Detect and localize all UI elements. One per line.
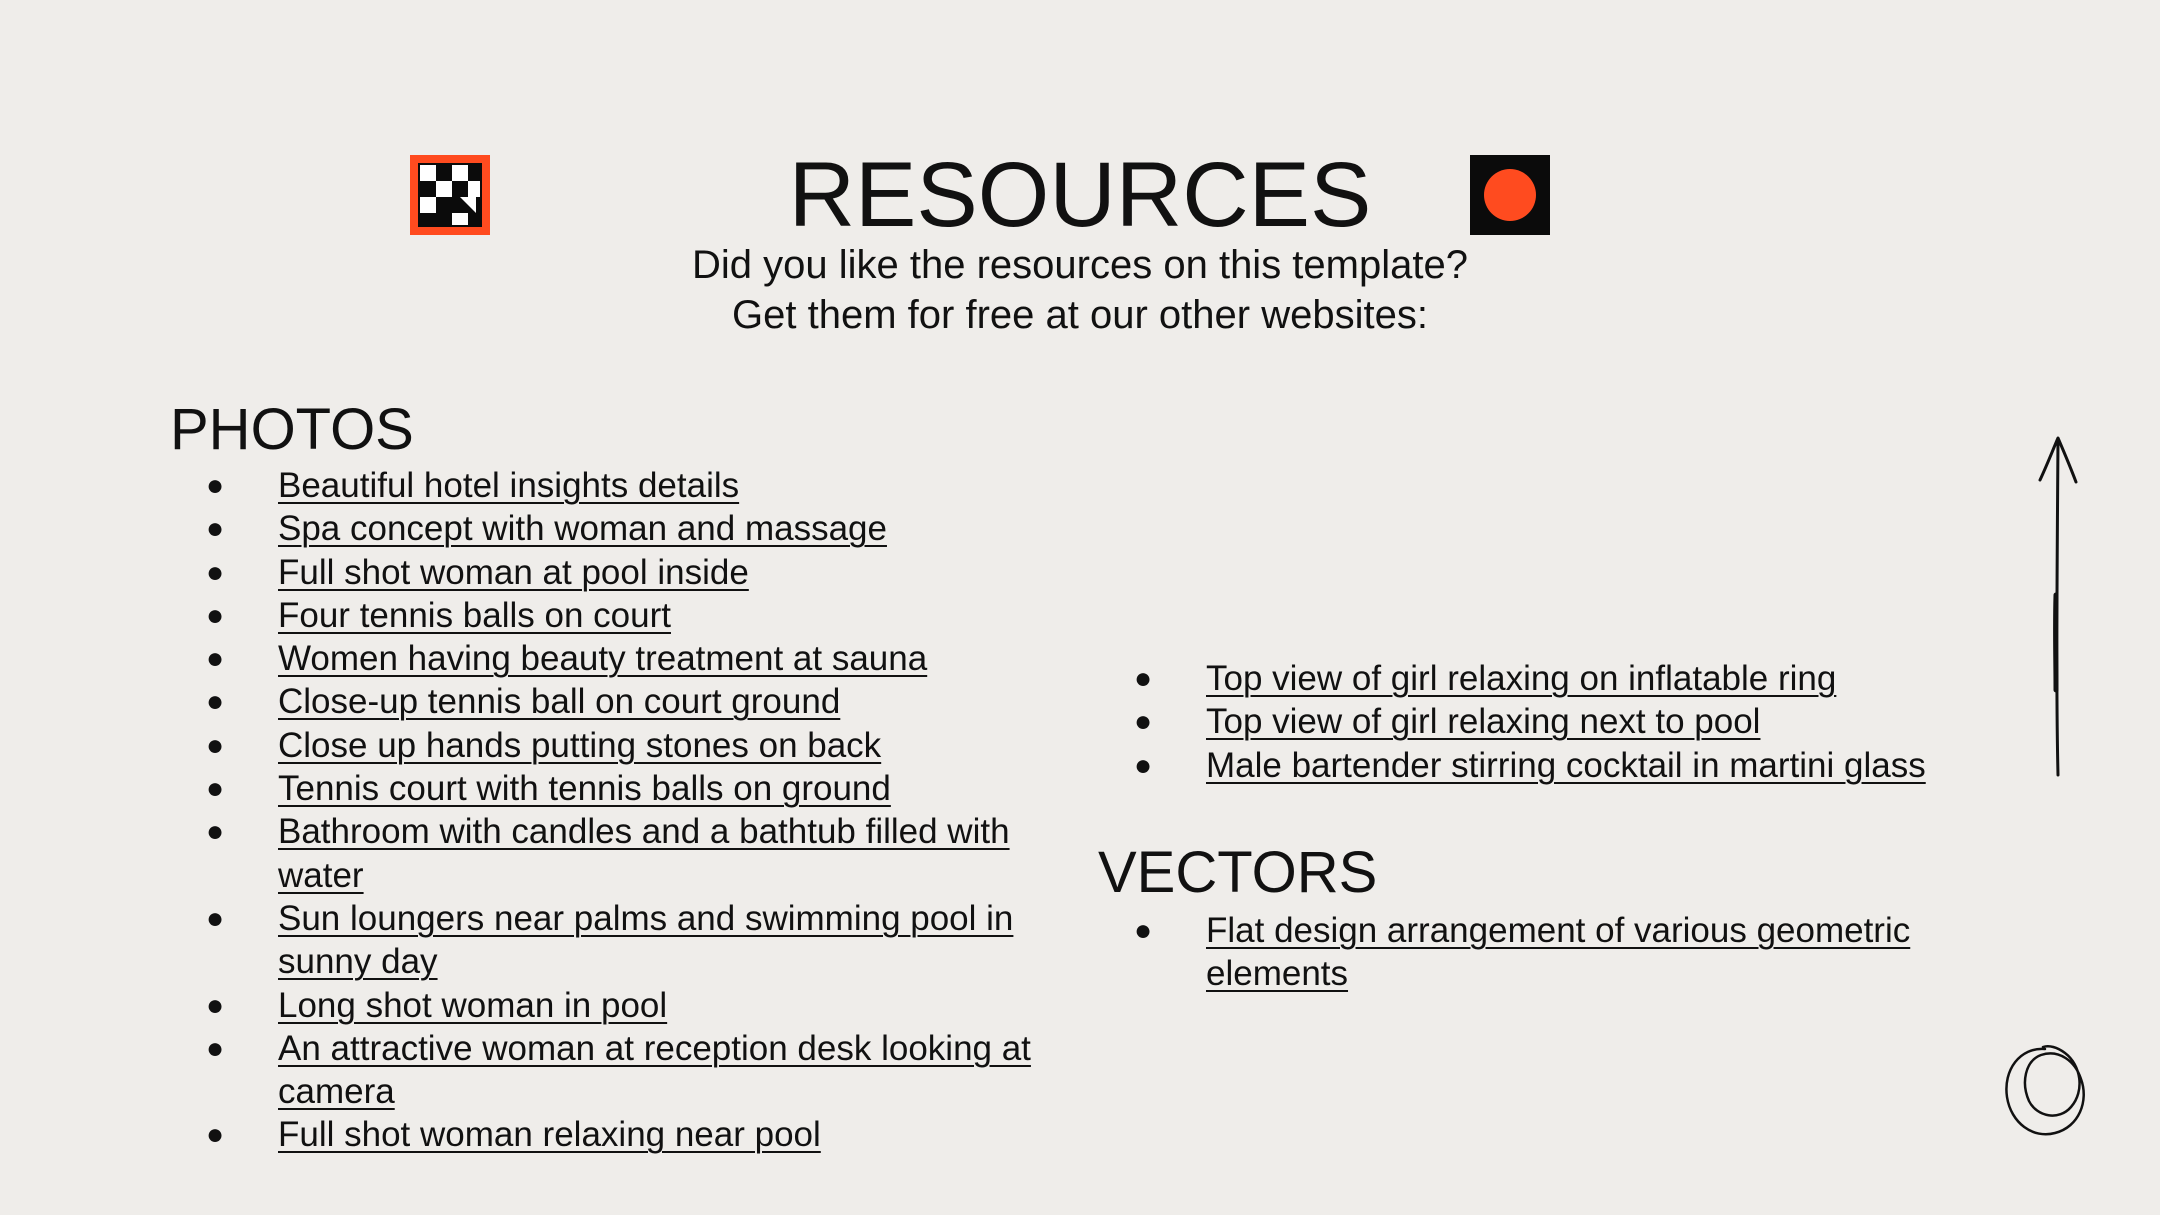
- hand-drawn-circle-scribble-icon: [1995, 1035, 2095, 1145]
- bullet: ●: [206, 901, 225, 935]
- page-subtitle: Did you like the resources on this template? Get them for free at our other websites:: [692, 243, 1468, 337]
- list-item: [170, 594, 1090, 637]
- bullet: ●: [206, 685, 225, 719]
- resource-link[interactable]: Close up hands putting stones on back: [278, 725, 882, 765]
- resource-link[interactable]: Male bartender stirring cocktail in martini glass: [1206, 745, 1926, 785]
- bullet: ●: [206, 772, 225, 806]
- list-item: [170, 507, 1090, 550]
- list-item: [170, 724, 1090, 767]
- resource-link[interactable]: An attractive woman at reception desk looking at camera: [278, 1028, 1031, 1112]
- list-item: [170, 637, 1090, 680]
- bullet: ●: [206, 469, 225, 502]
- photos-list: [170, 464, 1090, 1157]
- bullet: ●: [206, 1031, 225, 1065]
- resource-link[interactable]: Bathroom with candles and a bathtub filled with water: [278, 812, 1010, 895]
- list-item: [170, 897, 1090, 984]
- list-item: [1098, 657, 1998, 700]
- photos-heading: PHOTOS: [170, 397, 414, 462]
- list-item: [170, 984, 1090, 1027]
- resource-link[interactable]: Full shot woman at pool inside: [278, 552, 749, 592]
- bullet: ●: [206, 555, 225, 589]
- bullet: ●: [1134, 914, 1153, 947]
- resource-link[interactable]: Four tennis balls on court: [278, 595, 671, 635]
- list-item: [1098, 909, 1998, 996]
- bullet: ●: [206, 512, 225, 546]
- list-item: [1098, 744, 1998, 787]
- vectors-list: [1098, 909, 1998, 996]
- resource-link[interactable]: Women having beauty treatment at sauna: [278, 639, 928, 679]
- list-item: [170, 551, 1090, 594]
- bullet: ●: [1134, 748, 1153, 782]
- photos-list-continued: [1098, 657, 1998, 787]
- list-item: [170, 810, 1090, 897]
- bullet: ●: [206, 598, 225, 632]
- bullet: ●: [206, 642, 225, 676]
- resource-link[interactable]: Full shot woman relaxing near pool: [278, 1115, 821, 1155]
- resource-link[interactable]: Flat design arrangement of various geometric elements: [1206, 911, 1911, 994]
- bullet: ●: [206, 988, 225, 1022]
- bullet: ●: [1134, 705, 1153, 739]
- hand-drawn-up-arrow-icon: [2020, 430, 2100, 790]
- resource-link[interactable]: Top view of girl relaxing on inflatable ring: [1206, 659, 1837, 698]
- page-title: RESOURCES: [788, 144, 1372, 246]
- resource-link[interactable]: Long shot woman in pool: [278, 985, 668, 1025]
- bullet: ●: [206, 815, 225, 849]
- list-item: [170, 1113, 1090, 1156]
- resource-link[interactable]: Top view of girl relaxing next to pool: [1206, 702, 1761, 742]
- resource-link[interactable]: Sun loungers near palms and swimming pool in sunny day: [278, 898, 1014, 982]
- checker-pattern-icon: [410, 155, 490, 235]
- list-item: [170, 767, 1090, 810]
- list-item: [1098, 700, 1998, 743]
- list-item: [170, 464, 1090, 507]
- resource-link[interactable]: Tennis court with tennis balls on ground: [278, 769, 891, 809]
- list-item: [170, 1027, 1090, 1114]
- bullet: ●: [1134, 662, 1153, 695]
- bullet: ●: [206, 728, 225, 762]
- vectors-heading: VECTORS: [1098, 840, 1378, 905]
- bullet: ●: [206, 1118, 225, 1152]
- resource-link[interactable]: Close-up tennis ball on court ground: [278, 682, 841, 722]
- orange-dot-icon: [1470, 155, 1550, 235]
- resource-link[interactable]: Spa concept with woman and massage: [278, 509, 887, 549]
- list-item: [170, 680, 1090, 723]
- resource-link[interactable]: Beautiful hotel insights details: [278, 466, 740, 505]
